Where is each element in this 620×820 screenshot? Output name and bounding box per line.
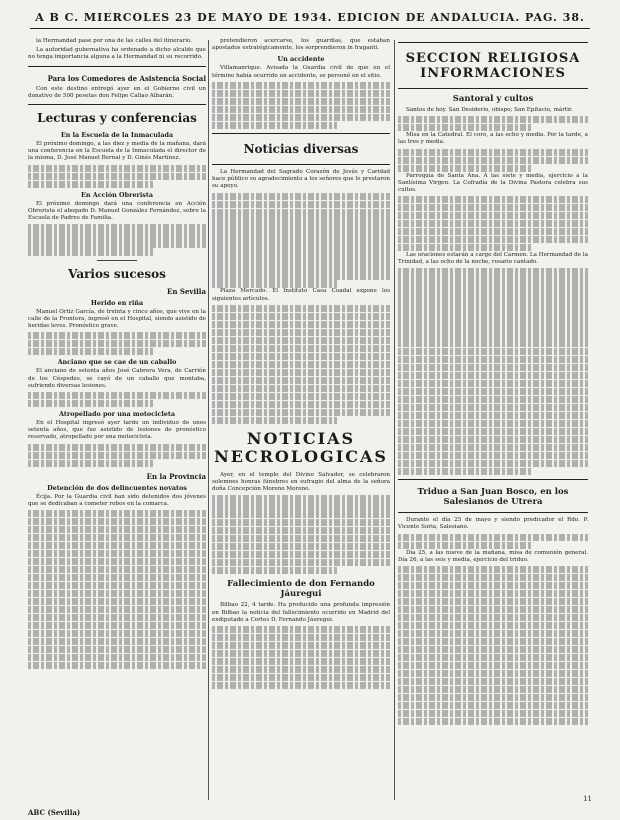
article-text: Parroquia de Santa Ana. A las siete y media, ejercicio a la Santísima Virgen. La Cofradía de la Divina Pastora celebra sus cultos. (398, 172, 588, 193)
subheading: Santoral y cultos (452, 94, 534, 104)
box-title: Para los Comedores de Asistencia Social (47, 73, 206, 83)
column-3 (398, 38, 588, 808)
article-text: El próximo domingo dará una conferencia en Acción Obrerista el abogado D. Manuel González Fernández, sobre la Escuela de Padres de Familia. (28, 200, 206, 222)
subheading: Anciano que se cae de un caballo (57, 358, 177, 367)
box-text: Con este destino entregó ayer en el Gobierno civil un donativo de 500 pesetas don Felipe Callao Albarán. (28, 85, 206, 99)
article-text: Villamanrique. Avisada la Guardia civil de que en el término había ocurrido un accidente, se personó en el sitio. (212, 65, 390, 79)
article-text: pretendieron acercarse, los guardias, que estaban apostados estratégicamente, los sorprendieron in fraganti. (212, 38, 390, 52)
article-text: Manuel Ortiz García, de treinta y cinco años, que vive en la calle de la Frontera, ingresó en el Hospital, siendo asistido de heridas leves. Pronóstico grave. (28, 308, 206, 329)
article-text: En el Hospital ingresó ayer tarde un individuo de unos setenta años, que fue asistido de lesiones de pronóstico reservado, atropellado por una motocicleta. (28, 420, 206, 441)
subheading: En la Escuela de la Inmaculada (60, 131, 174, 140)
article-text: Bilbao 22, 4 tarde. Ha producido una profunda impresión en Bilbao la noticia del fallecimiento ocurrido en Madrid del exdiputado a Cortes D. Fernando Jáuregui. (212, 602, 390, 623)
subheading: Fallecimiento de don Fernando Jáuregui (227, 579, 375, 600)
section-box (212, 133, 390, 165)
section-heading: SECCION RELIGIOSA INFORMACIONES (405, 51, 581, 81)
masthead: A B C. MIERCOLES 23 DE MAYO DE 1934. EDICION DE ANDALUCIA. PAG. 38. (30, 8, 590, 29)
section-heading: Noticias diversas (243, 141, 359, 156)
city-heading: En la Provincia (146, 471, 206, 481)
footer-mark: ABC (Sevilla) (28, 808, 81, 817)
article-text: Plaza Mercado. El Instituto Casa Cuadal expone los siguientes artículos. (212, 288, 390, 302)
column-rule (394, 40, 395, 800)
article-text: La Hermandad del Sagrado Corazón de Jesús y Caridad hace público su agradecimiento a los señores que le prestaron su apoyo. (212, 168, 390, 190)
subheading: Atropellado por una motocicleta (59, 410, 175, 419)
section-box (398, 42, 588, 89)
article-text: Día 25, a las nueve de la mañana, misa de comunión general. Día 26, a las seis y media, ejercicio del triduo. (398, 549, 588, 563)
section-box (398, 479, 588, 513)
subheading: Triduo a San Juan Bosco, en los Salesianos de Utrera (417, 487, 569, 508)
article-text: El anciano de setenta años José Cabrera Vera, de Carrión de los Céspedes, se cayó de un caballo que montaba, sufriendo diversas lesiones. (28, 368, 206, 389)
box-note (28, 66, 206, 105)
column-2 (212, 38, 390, 808)
section-heading: Lecturas y conferencias (37, 111, 197, 126)
article-text: Las oraciones estarán a cargo del Carmen. La Hermandad de la Trinidad, a las ocho de la noche, rosario cantado. (398, 252, 588, 266)
article-text: Misa en la Catedral. El coro, a las ocho y media. Por la tarde, a las tres y media. (398, 132, 588, 146)
article-text: El próximo domingo, a las diez y media de la mañana, dará una conferencia en la Escuela de la Inmaculada el director de la misma, D. José Manuel Bernal y D. Ginés Martínez. (28, 141, 206, 162)
column-rule (208, 40, 209, 800)
lead-line: La autoridad gubernativa ha ordenado a dicho alcalde que no tenga importancia alguna a la Hermandad ni su recorrido. (28, 47, 206, 61)
section-heading: Varios sucesos (68, 266, 166, 281)
subheading: En Acción Obrerista (81, 190, 153, 199)
subheading: Detención de dos delincuentes novatos (47, 483, 187, 492)
column-1 (28, 38, 206, 808)
article-text: Écija. Por la Guardia civil han sido detenidos dos jóvenes que se dedicaban a cometer robos en la comarca. (28, 493, 206, 508)
subheading: Herido en riña (90, 298, 144, 307)
page-number: 11 (583, 795, 592, 803)
article-text: Durante el día 25 de mayo y siendo predicador el Rdo. P. Vicente Soria, Salesiano. (398, 517, 588, 531)
article-text: Santos de hoy. San Desiderio, obispo; San Epitacio, mártir. (406, 107, 573, 113)
section-heading: NOTICIAS NECROLOGICAS (214, 428, 388, 466)
city-heading: En Sevilla (167, 286, 206, 296)
article-text: Ayer, en el templo del Divino Salvador, se celebraron solemnes honras fúnebres en sufragio del alma de la señora doña Concepción Moreno Moreno. (212, 471, 390, 493)
subheading: Un accidente (277, 55, 325, 64)
lead-line: la Hermandad pase por una de las calles del itinerario. (36, 38, 193, 44)
